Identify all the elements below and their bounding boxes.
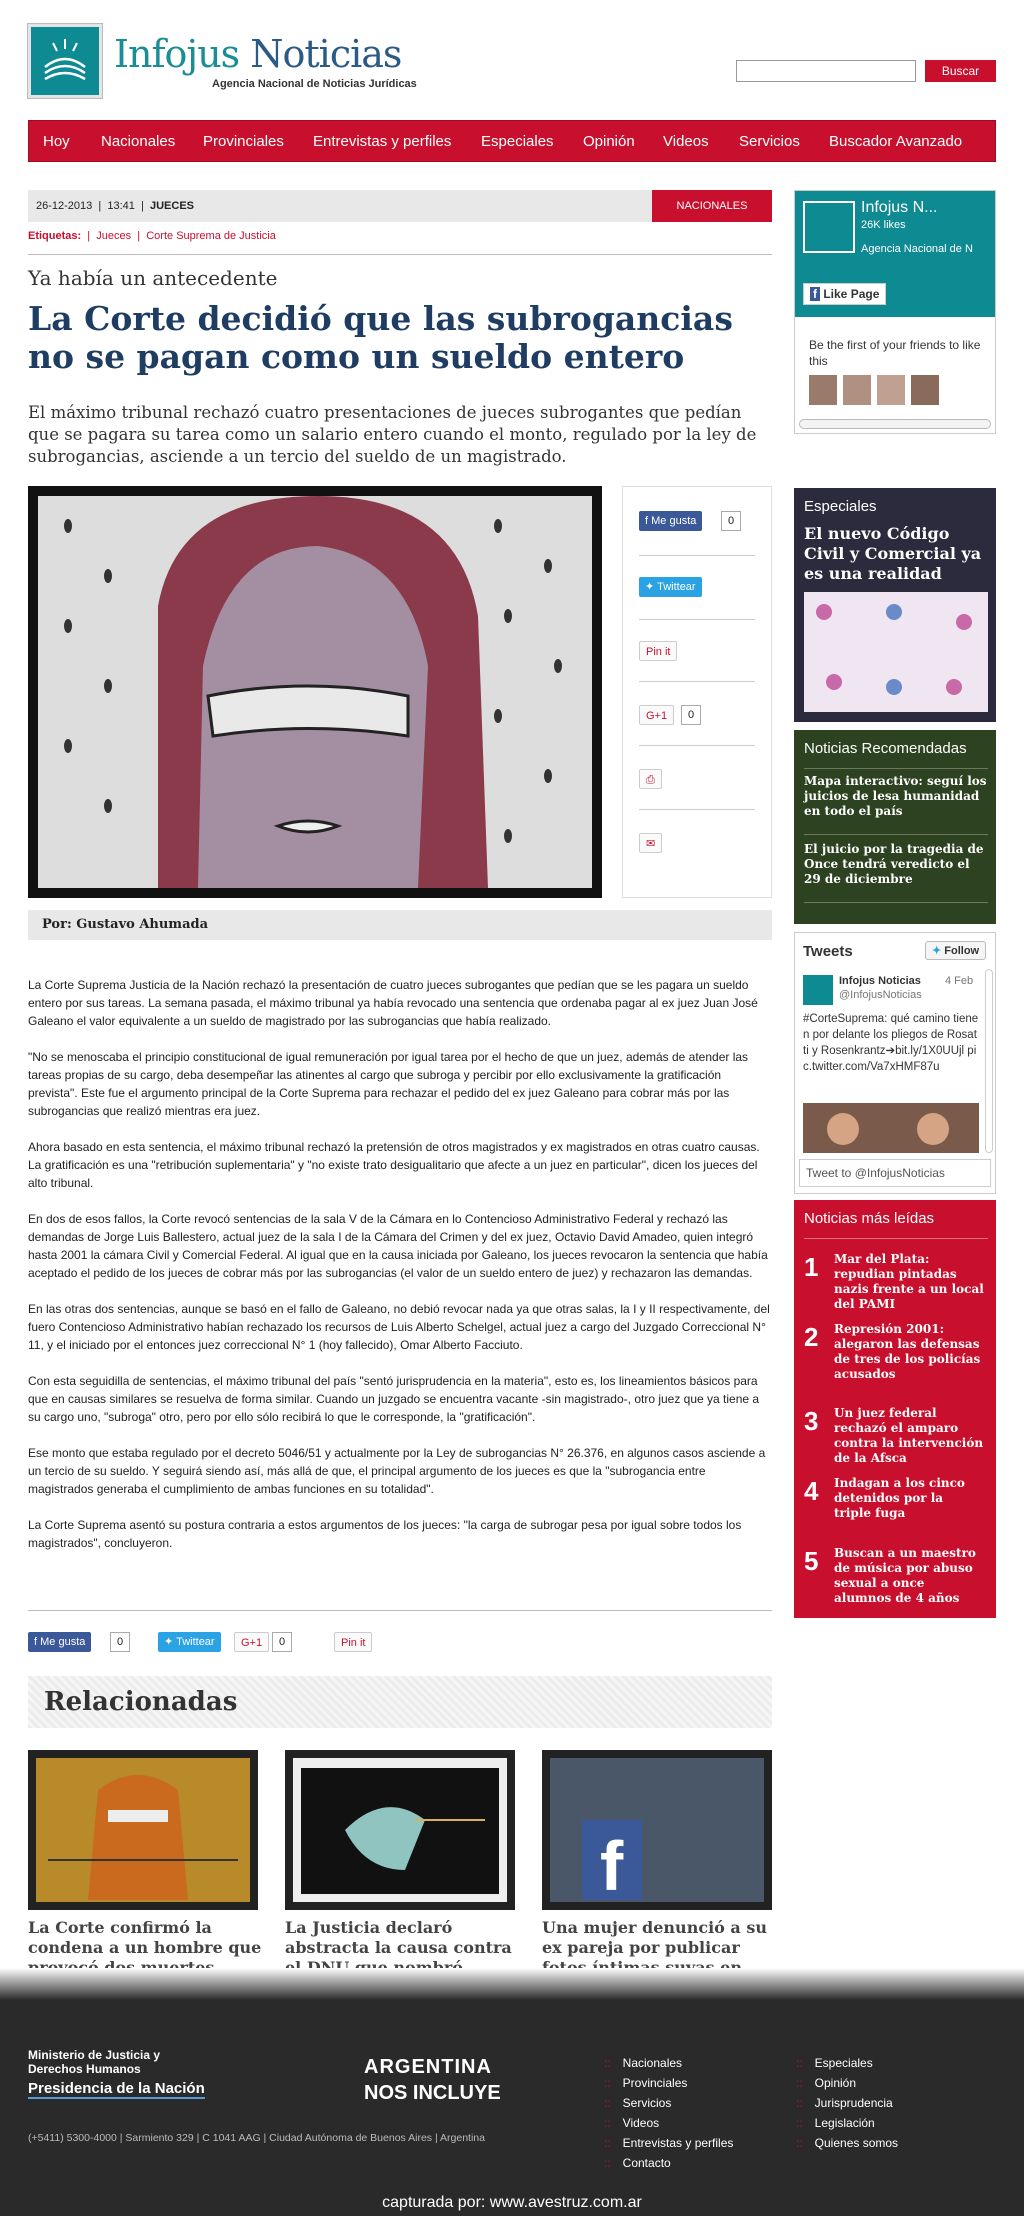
footer-link[interactable]: :: Provinciales [604, 2076, 687, 2090]
footer-link[interactable]: :: Jurisprudencia [796, 2096, 893, 2110]
related-title[interactable]: Una mujer denunció a su ex pareja por publicar [542, 1918, 767, 1957]
twitter-tweet-button[interactable]: ✦ Twittear [639, 577, 702, 597]
footer-gradient [0, 1968, 1024, 2000]
list-item[interactable]: 2 Represión 2001: alegaron las defensas de tres de los policías acusados [804, 1322, 981, 1381]
divider [804, 834, 988, 835]
fb-page-subtitle: Agencia Nacional de N [861, 243, 973, 255]
nav-provinciales[interactable]: Provinciales [203, 133, 284, 150]
like-count: 0 [721, 511, 741, 531]
paragraph: En dos de esos fallos, la Corte revocó sentencias de la sala V de la Cámara en lo Contencioso Administrativo Federal y rechazó las demandas de Jorge Luis Ballestero, actual juez de la sala I de la Cámara del Crimen y del ex juez, Octavio David Amadeo, quien integró hasta 2001 la cámara Civil y Comercial Federal. Al igual que en la causa iniciada por Galeano, los jueces revocaron la sentencia que había aceptado el pedido de los jueces de cobrar más por las subrogancias (el valor de un sueldo entero de juez) y rechazaron las demandas. [28, 1212, 768, 1280]
article-section: JUECES [150, 200, 195, 212]
rank-number: 3 [804, 1406, 819, 1436]
email-button[interactable] [639, 833, 662, 853]
list-item[interactable]: 4 Indagan a los cinco detenidos por la triple fuga [804, 1476, 965, 1520]
nav-entrevistas[interactable]: Entrevistas y perfiles [313, 133, 452, 150]
footer-link[interactable]: :: Videos [604, 2116, 659, 2130]
nav-hoy[interactable]: Hoy [43, 133, 70, 150]
paragraph: La Corte Suprema asentó su postura contraria a estos argumentos de los jueces: "la carga de subrogar pesa por igual sobre todos los magistrados", concluyeron. [28, 1518, 742, 1550]
especiales-heading: Especiales [804, 498, 877, 515]
logo-icon [803, 201, 855, 253]
nav-especiales[interactable]: Especiales [481, 133, 554, 150]
related-image[interactable] [542, 1750, 772, 1910]
svg-text:f: f [600, 1827, 624, 1905]
footer-link[interactable]: :: Entrevistas y perfiles [604, 2136, 733, 2150]
mas-leidas-heading: Noticias más leídas [804, 1210, 935, 1227]
tweets-widget [794, 932, 996, 1194]
print-icon: ⎙ [646, 774, 655, 786]
related-title[interactable]: La Justicia declaró abstracta la causa contra [285, 1918, 512, 1957]
google-plus-button[interactable]: G+1 [234, 1632, 269, 1652]
tweet-text: #CorteSuprema: qué camino tienen por delante los pliegos de Rosatti y Rosenkrantz➔bit.ly/1X0UUjl pic.twitter.com/Va7xHMF87u [803, 1013, 979, 1073]
especiales-title[interactable]: El nuevo Código Civil y Comercial ya es una realidad [804, 524, 982, 583]
logo-icon [28, 24, 102, 98]
related-image[interactable] [285, 1750, 515, 1910]
facebook-like-button[interactable]: f Me gusta [28, 1632, 91, 1652]
divider [28, 1610, 772, 1611]
divider [804, 768, 988, 769]
paragraph: Ese monto que estaba regulado por el decreto 5046/51 y actualmente por la Ley de subrogancias N° 26.376, en algunos casos asciende a un tercio de su sueldo. Y seguirá siendo así, más allá de que, el principal argumento de los jueces es que la "subrogancia entre magistrados generaba el cumplimiento de ambas funciones en su totalidad". [28, 1446, 766, 1496]
article-lead: El máximo tribunal rechazó cuatro presentaciones de jueces subrogantes que pedían que se pagara su tarea como un salario entero cuando el monto, regulado por la ley de subrogancias, asciende a un tercio del sueldo de un magistrado. [28, 403, 757, 466]
share-panel [622, 486, 772, 898]
tags: Etiquetas: | Jueces | Corte Suprema de Justicia [28, 230, 276, 242]
search-input[interactable] [736, 60, 916, 82]
divider [804, 1238, 988, 1239]
divider [639, 681, 755, 682]
list-item[interactable]: 3 Un juez federal rechazó el amparo contra la intervención de la Afsca [804, 1406, 984, 1465]
rank-number: 5 [804, 1546, 819, 1576]
fb-friend-avatars [809, 375, 949, 405]
byline: Por: Gustavo Ahumada [28, 910, 772, 940]
bottom-share [28, 1632, 428, 1654]
divider [639, 809, 755, 810]
footer-link[interactable]: :: Opinión [796, 2076, 856, 2090]
article-image [28, 486, 602, 898]
site-logo[interactable] [28, 24, 417, 98]
main-nav [28, 120, 996, 162]
divider [804, 902, 988, 903]
avatar[interactable] [877, 375, 905, 405]
especiales-image[interactable] [804, 592, 988, 712]
fb-likes: 26K likes [861, 219, 906, 231]
nav-opinion[interactable]: Opinión [583, 133, 635, 150]
follow-button[interactable]: ✦ Follow [925, 941, 986, 960]
scrollbar[interactable] [985, 969, 993, 1153]
tweet-image[interactable] [803, 1103, 979, 1153]
facebook-like-button[interactable]: f Me gusta [639, 511, 702, 531]
footer-link[interactable]: :: Especiales [796, 2056, 873, 2070]
avatar[interactable] [803, 975, 833, 1005]
nav-nacionales[interactable]: Nacionales [101, 133, 176, 150]
divider [28, 254, 772, 255]
article-body [28, 976, 772, 1570]
avatar[interactable] [843, 375, 871, 405]
brand-subtitle: Agencia Nacional de Noticias Jurídicas [212, 78, 417, 90]
footer-address: (+5411) 5300-4000 | Sarmiento 329 | C 1041 AAG | Ciudad Autónoma de Buenos Aires | Argentina [28, 2132, 485, 2144]
nav-servicios[interactable]: Servicios [739, 133, 800, 150]
related-heading: Relacionadas [28, 1676, 772, 1728]
fb-page-name[interactable]: Infojus N... [861, 199, 938, 216]
rank-number: 4 [804, 1476, 819, 1506]
capture-credit: capturada por: www.avestruz.com.ar [382, 2194, 642, 2211]
avatar[interactable] [911, 375, 939, 405]
avatar[interactable] [809, 375, 837, 405]
footer-link[interactable]: :: Nacionales [604, 2056, 682, 2070]
tags-label: Etiquetas: [28, 230, 82, 242]
like-count: 0 [110, 1632, 130, 1652]
twitter-icon: ✦ [164, 1636, 174, 1648]
footer-link[interactable]: :: Contacto [604, 2156, 671, 2170]
tag-link[interactable]: Jueces [96, 230, 132, 242]
recommended-link[interactable]: El juicio por la tragedia de Once tendrá veredicto el 29 de diciembre [804, 842, 984, 886]
brand-name: Infojus Noticias [114, 32, 402, 76]
pinterest-button[interactable]: Pin it [639, 641, 677, 661]
paragraph: En las otras dos sentencias, aunque se basó en el fallo de Galeano, no debió revocar nada ya que otras salas, la I y II respectivamente, del fuero Contencioso Administrativo habían rechazado los recursos de Luis Alberto Schelgel, actual juez a cargo del Juzgado Correccional N° 11, y el iniciado por el entonces juez correccional N° 1 (hoy fallecido), Omar Alberto Facciuto. [28, 1302, 770, 1352]
category-badge[interactable]: NACIONALES [652, 190, 772, 222]
footer-link[interactable]: :: Servicios [604, 2096, 671, 2110]
gplus-count: 0 [681, 705, 701, 725]
presidencia-logo[interactable]: Presidencia de la Nación [28, 2080, 205, 2097]
article-time: 13:41 [107, 200, 135, 212]
twitter-icon: ✦ [645, 581, 655, 593]
divider [639, 745, 755, 746]
argentina-logo: ARGENTINA [364, 2056, 492, 2078]
tag-link[interactable]: Corte Suprema de Justicia [146, 230, 276, 242]
twitter-icon: ✦ [932, 945, 942, 957]
related-image[interactable] [28, 1750, 258, 1910]
gplus-count: 0 [272, 1632, 292, 1652]
rank-number: 2 [804, 1322, 819, 1352]
tweet-handle[interactable]: @InfojusNoticias [839, 989, 922, 1001]
ministerio-logo[interactable]: Ministerio de Justicia y Derechos Humanos [28, 2048, 161, 2076]
article-title: La Corte decidió que las subrogancias no se pagan como un sueldo entero [28, 299, 733, 376]
tweet-input[interactable]: Tweet to @InfojusNoticias [799, 1159, 991, 1187]
scrollbar[interactable] [799, 419, 991, 429]
pinterest-button[interactable]: Pin it [334, 1632, 372, 1652]
paragraph: Con esta seguidilla de sentencias, el máximo tribunal del país "sentó jurisprudencia en la materia", esto es, los lineamientos básicos para que en causas similares se resuelva de forma similar. Cuando un juzgado se encuentra vacante -sin magistrado-, otro juez que ya tiene a su cargo uno, "subroga" otro, pero por ello sólo recibirá lo que le corresponde, la "gratificación". [28, 1374, 760, 1424]
footer [0, 2000, 1024, 2216]
nos-incluye-logo: NOS INCLUYE [364, 2082, 501, 2104]
rank-number: 1 [804, 1252, 819, 1282]
list-item[interactable]: 5 Buscan a un maestro de música por abuso sexual a once alumnos de 4 años [804, 1546, 976, 1605]
divider [639, 619, 755, 620]
tweet-date[interactable]: 4 Feb [945, 975, 974, 987]
recomendadas-widget [794, 730, 996, 924]
article-date: 26-12-2013 [36, 200, 93, 212]
tweet-user[interactable]: Infojus Noticias [839, 975, 921, 987]
facebook-icon: f [810, 287, 820, 301]
facebook-cover [795, 191, 995, 317]
paragraph: "No se menoscaba el principio constitucional de igual remuneración por igual tarea por el hecho de que un juez, además de atender las tareas propias de su cargo, deba desempeñar las atinentes al cargo que subroga y percibir por ello exclusivamente la gratificación prevista". Este fue el argumento principal de la Corte Suprema para rechazar el pedido del ex juez Galeano para cobrar más por las subrogancias que realizó mientras era juez. [28, 1050, 749, 1118]
tweets-heading: Tweets [803, 943, 853, 960]
footer-link[interactable]: :: Legislación [796, 2116, 875, 2130]
related-title[interactable]: La Corte confirmó la condena a un hombre que [28, 1918, 262, 1957]
nav-buscador[interactable]: Buscador Avanzado [829, 133, 963, 150]
google-plus-button[interactable]: G+1 [639, 705, 674, 725]
footer-link[interactable]: :: Quienes somos [796, 2136, 898, 2150]
especiales-widget [794, 488, 996, 722]
nav-videos[interactable]: Videos [663, 133, 709, 150]
article-kicker: Ya había un antecedente [28, 266, 278, 290]
divider [639, 555, 755, 556]
facebook-icon: f [34, 1636, 38, 1648]
mas-leidas-widget [794, 1200, 996, 1618]
facebook-widget [794, 190, 996, 434]
article-meta: 26-12-2013 | 13:41 | JUECES NACIONALES [28, 190, 772, 222]
paragraph: La Corte Suprema Justicia de la Nación rechazó la presentación de cuatro jueces subrogantes que pedían que se les pagara un sueldo entero por sus tareas. La semana pasada, el máximo tribunal ya había revocado una sentencia que ordenaba pagar al ex juez Juan José Galeano el valor equivalente a un sueldo de magistrado por las subrogancias que había realizado. [28, 978, 758, 1028]
facebook-icon: f [645, 515, 649, 527]
print-button[interactable] [639, 769, 662, 789]
email-icon: ✉ [646, 838, 656, 850]
recomendadas-heading: Noticias Recomendadas [804, 740, 967, 757]
recommended-link[interactable]: Mapa interactivo: seguí los juicios de lesa humanidad en todo el país [804, 774, 987, 818]
twitter-tweet-button[interactable]: ✦ Twittear [158, 1632, 221, 1652]
fb-like-page-button[interactable]: f Like Page [803, 283, 886, 305]
search-button[interactable]: Buscar [925, 60, 996, 82]
fb-friends-text: Be the first of your friends to like this [809, 338, 981, 368]
paragraph: Ahora basado en esta sentencia, el máximo tribunal rechazó la pretensión de otros magistrados y ex magistrados en otras cuatro causas. La gratificación es una "retribución suplementaria" y "no existe trato desigualitario que afecte a un juez en particular", dicen los jueces del alto tribunal. [28, 1140, 760, 1190]
list-item[interactable]: 1 Mar del Plata: repudian pintadas nazis frente a un local del PAMI [804, 1252, 984, 1311]
